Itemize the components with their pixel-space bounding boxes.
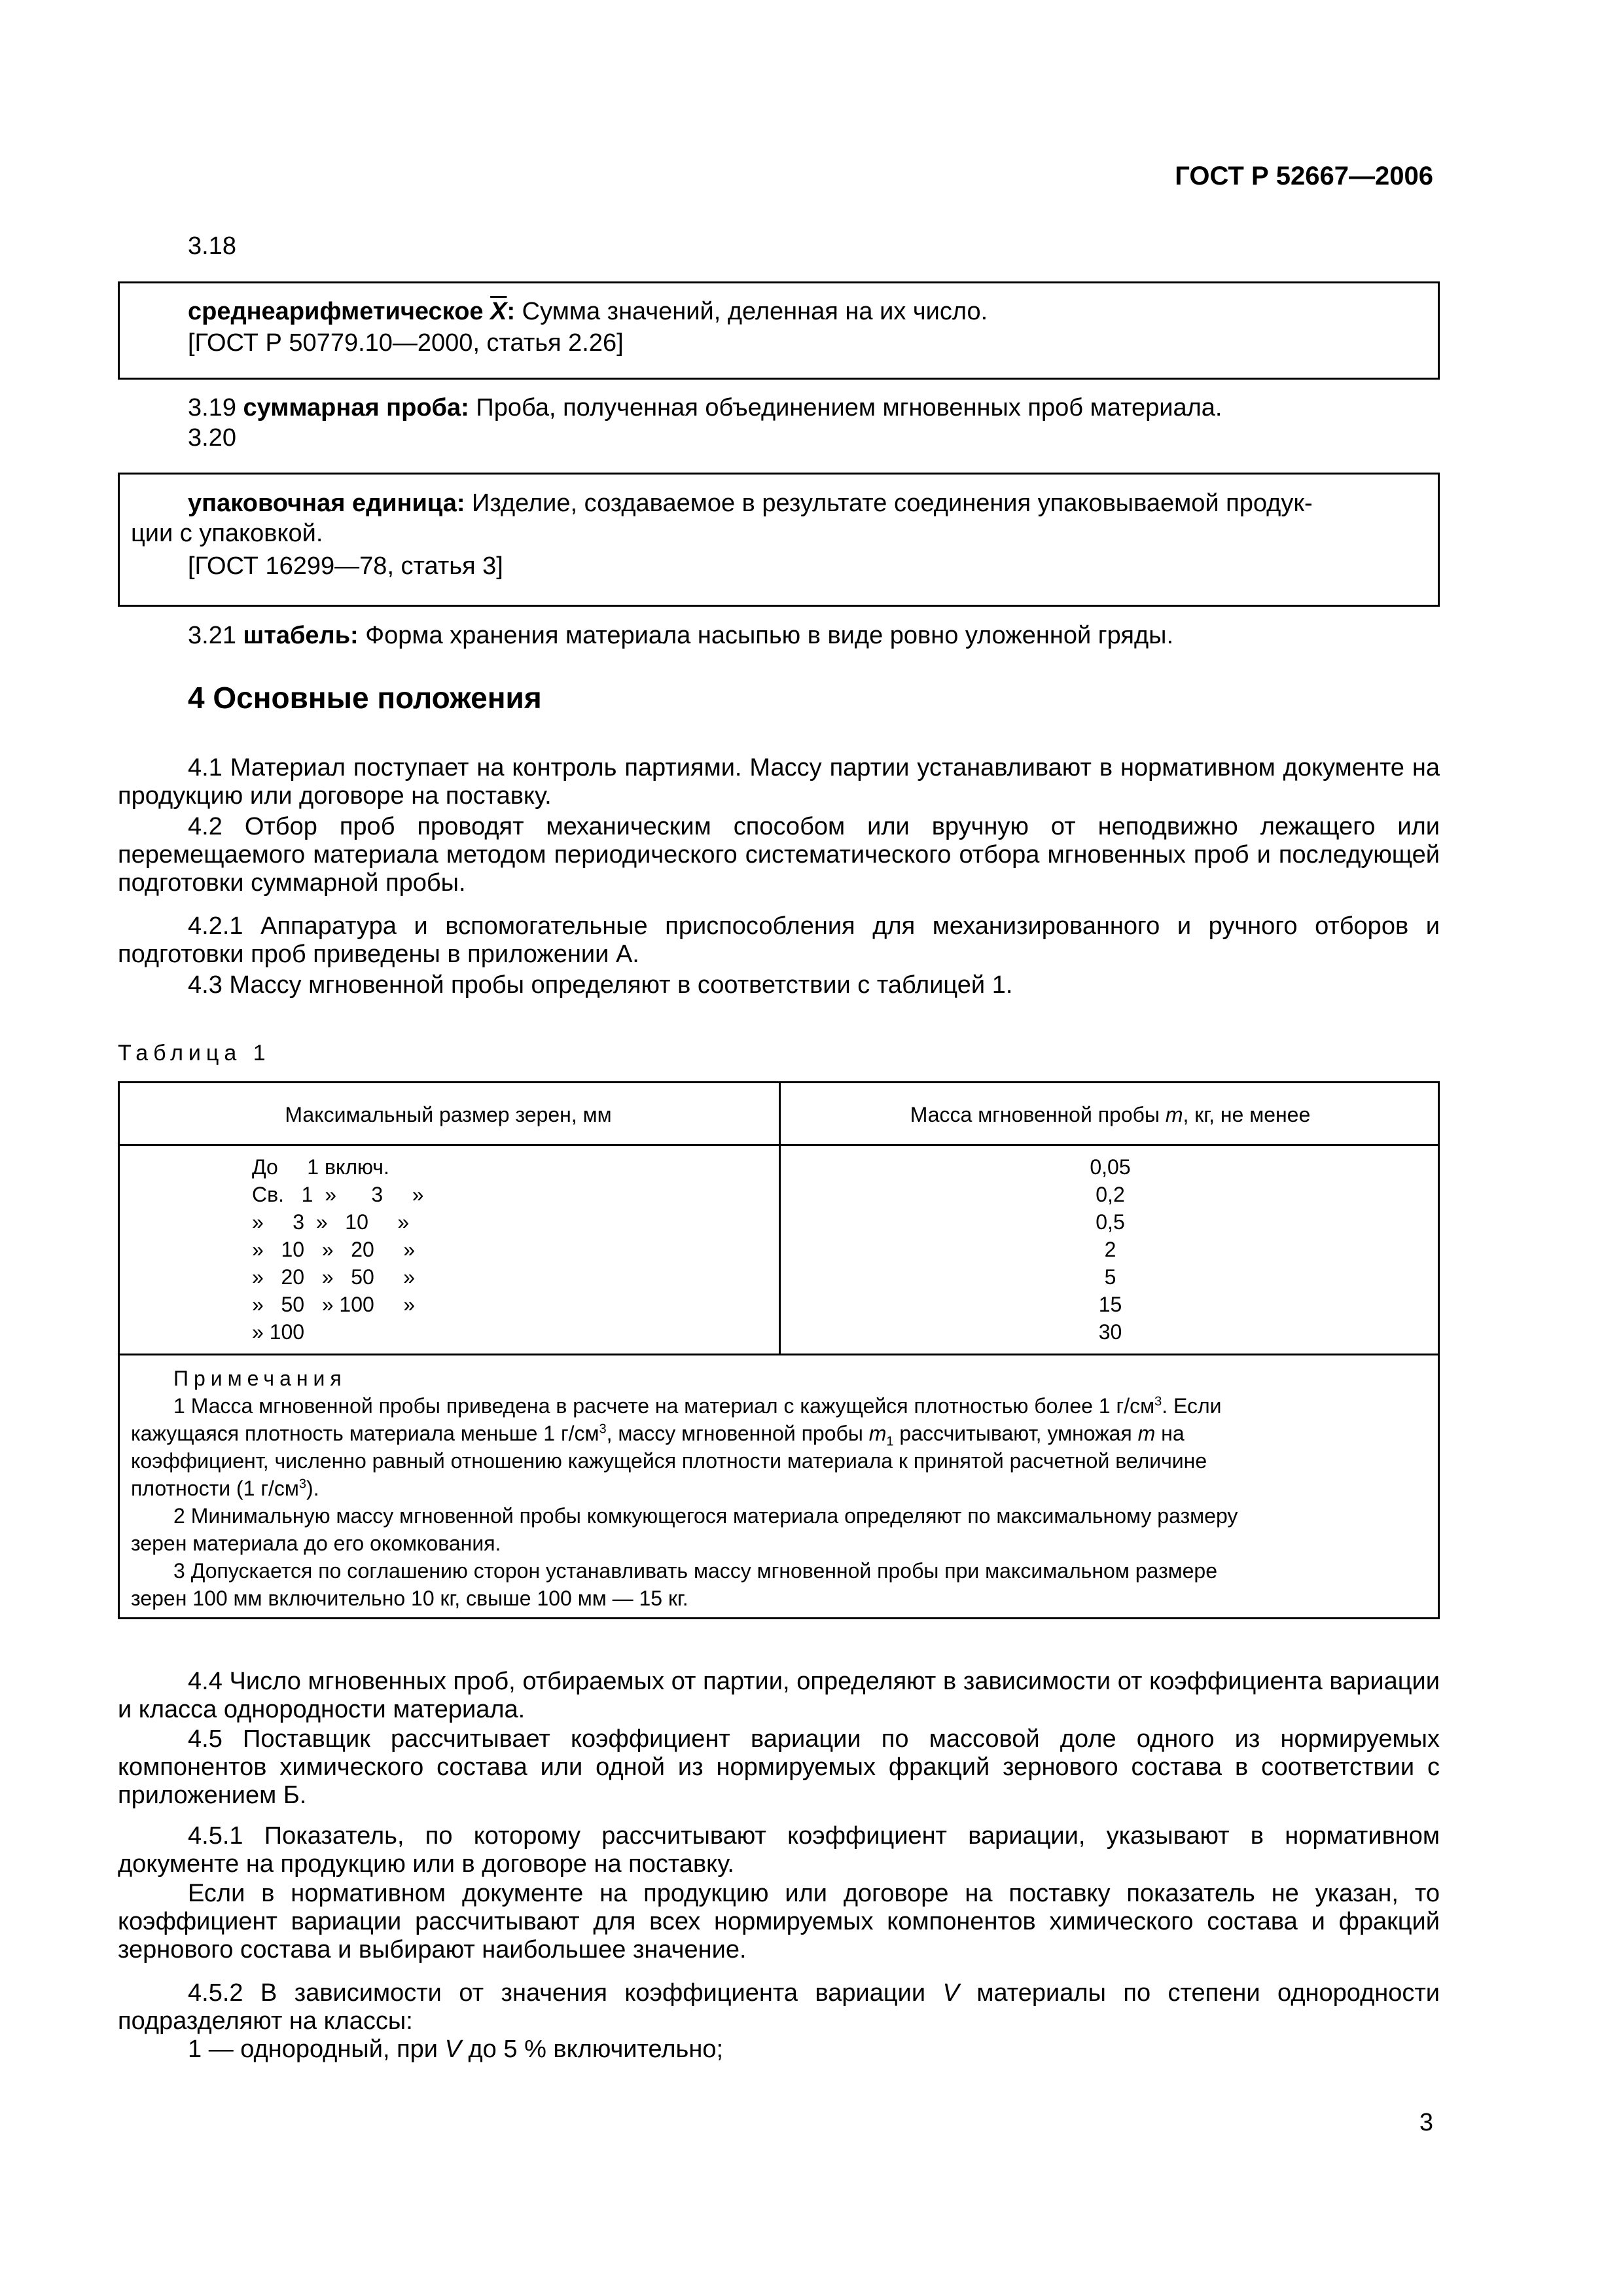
term-number: 3.18 <box>188 232 236 260</box>
paragraph: 4.5 Поставщик рассчитывает коэффициент вариации по массовой доле одного из нормируемых компонентов химического состава или одной из нормируемых фракций зернового состава в соответствии с приложением Б. <box>118 1725 1440 1809</box>
paragraph: 4.2.1 Аппаратура и вспомогательные приспособления для механизированного и ручного отборов и подготовки проб приведены в приложении А. <box>118 912 1440 968</box>
table-cell-mass: 0,05 <box>1090 1155 1131 1179</box>
paragraph: 4.4 Число мгновенных проб, отбираемых от партии, определяют в зависимости от коэффициента вариации и класса однородности материала. <box>118 1668 1440 1723</box>
table-cell-mass: 5 <box>1104 1265 1116 1289</box>
note-line: 2 Минимальную массу мгновенной пробы комкующегося материала определяют по максимальному размеру <box>173 1504 1238 1528</box>
paragraph: 4.5.1 Показатель, по которому рассчитывают коэффициент вариации, указывают в нормативном документе на продукцию или в договоре на поставку. <box>118 1822 1440 1878</box>
term-reference: [ГОСТ Р 50779.10—2000, статья 2.26] <box>188 329 624 357</box>
paragraph: 4.2 Отбор проб проводят механическим способом или вручную от неподвижно лежащего или перемещаемого материала методом периодического систематического отбора мгновенных проб и последующей подготовки суммарной пробы. <box>118 813 1440 897</box>
note-line: плотности (1 $г/см^3$). <box>131 1477 319 1500</box>
table-header-mass: Масса мгновенной пробы m, кг, не менее <box>910 1103 1311 1126</box>
table-cell-mass: 15 <box>1098 1293 1122 1316</box>
note-line: 1 Масса мгновенной пробы приведена в расчете на материал с кажущейся плотностью более 1 $г/см^3$. Если <box>173 1394 1222 1418</box>
table-cell-size: » 50 » 100 » <box>252 1293 416 1316</box>
term-definition-cont: ции с упаковкой. <box>131 520 323 547</box>
paragraph: 4.1 Материал поступает на контроль партиями. Массу партии устанавливают в нормативном документе на продукцию или договоре на поставку. <box>118 754 1440 810</box>
section-heading: 4 Основные положения <box>188 681 542 715</box>
table-cell-mass: 30 <box>1098 1320 1122 1344</box>
paragraph: Если в нормативном документе на продукцию или договоре на поставку показатель не указан, то коэффициент вариации рассчитывают для всех нормируемых компонентов химического состава и фракций зернового состава и выбирают наибольшее значение. <box>118 1880 1440 1964</box>
term-definition: упаковочная единица: Изделие, создаваемое в результате соединения упаковываемой продук- <box>188 490 1313 517</box>
term-definition: 3.21 штабель: Форма хранения материала насыпью в виде ровно уложенной гряды. <box>188 622 1173 649</box>
table-cell-mass: 2 <box>1104 1238 1116 1261</box>
x-bar-symbol: $\overline{X}$ <box>490 298 507 325</box>
page-number: 3 <box>1419 2109 1433 2136</box>
paragraph: 4.5.2 В зависимости от значения коэффициента вариации V материалы по степени однородности подразделяют на классы: <box>118 1979 1440 2035</box>
table-cell-size: » 20 » 50 » <box>252 1265 416 1289</box>
table-caption: Таблица 1 <box>118 1041 271 1066</box>
table-cell-size: » 100 <box>252 1320 305 1344</box>
table-cell-size: » 3 » 10 » <box>252 1210 410 1234</box>
term-definition: среднеарифметическое $\overline{X}$: Сумма значений, деленная на их число. <box>188 298 988 325</box>
table-cell-size: До 1 включ. <box>252 1155 389 1179</box>
table-cell-mass: 0,2 <box>1096 1183 1125 1206</box>
term-definition: 3.19 суммарная проба: Проба, полученная объединением мгновенных проб материала. <box>188 394 1222 422</box>
term-number: 3.20 <box>188 424 236 452</box>
note-line: зерен материала до его окомкования. <box>131 1532 501 1555</box>
note-line: 3 Допускается по соглашению сторон устанавливать массу мгновенной пробы при максимальном размере <box>173 1559 1217 1583</box>
paragraph: 4.3 Массу мгновенной пробы определяют в соответствии с таблицей 1. <box>188 971 1013 999</box>
notes-title: Примечания <box>173 1367 347 1390</box>
table-cell-size: Св. 1 » 3 » <box>252 1183 424 1206</box>
class-item: 1 — однородный, при V до 5 % включительно; <box>188 2036 724 2063</box>
table-cell-size: » 10 » 20 » <box>252 1238 416 1261</box>
document-header-id: ГОСТ Р 52667—2006 <box>1175 162 1433 190</box>
table-cell-mass: 0,5 <box>1096 1210 1125 1234</box>
note-line: коэффициент, численно равный отношению кажущейся плотности материала к принятой расчетной величине <box>131 1449 1207 1473</box>
term-reference: [ГОСТ 16299—78, статья 3] <box>188 552 503 580</box>
note-line: кажущаяся плотность материала меньше 1 $г/см^3$, массу мгновенной пробы $m_1$ рассчитывают, умножая m на <box>131 1422 1185 1449</box>
note-line: зерен 100 мм включительно 10 кг, свыше 100 мм — 15 кг. <box>131 1587 688 1610</box>
table-header-size: Максимальный размер зерен, мм <box>285 1103 612 1126</box>
